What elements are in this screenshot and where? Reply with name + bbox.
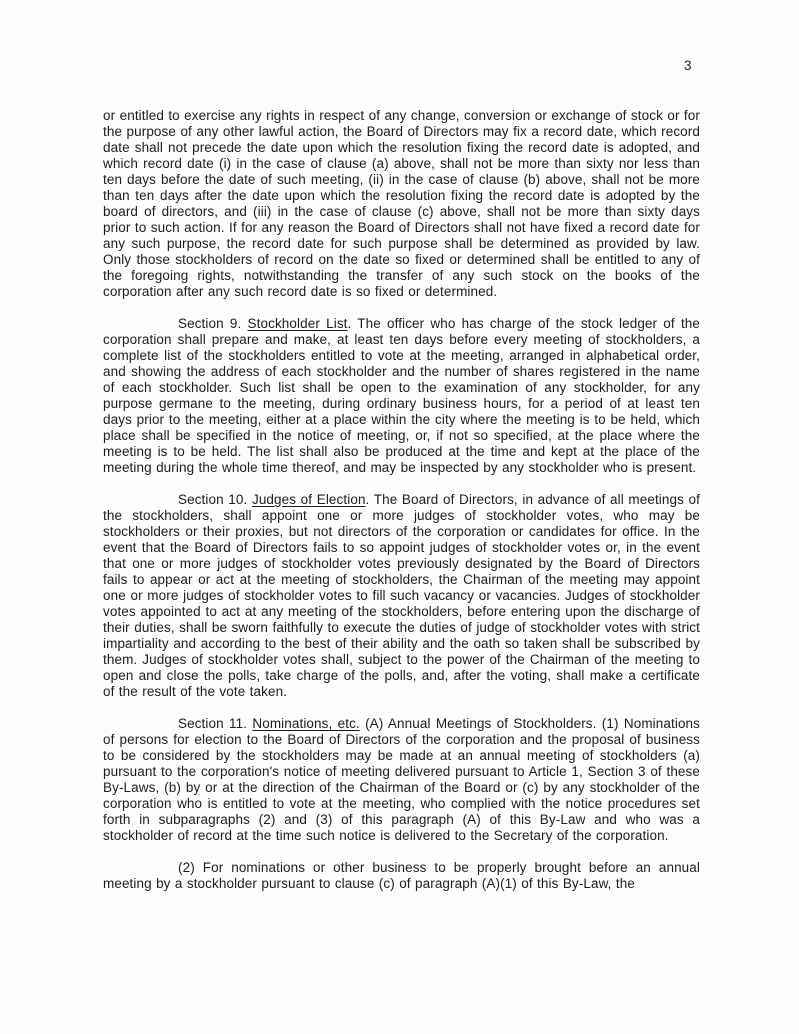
document-body <box>103 108 700 892</box>
paragraph <box>103 492 700 700</box>
paragraph-text: . The Board of Directors, in advance of all meetings of the stockholders, shall appoint one or more judges of stockholder votes, who may be stockholders or their proxies, but not directors of the corporation or candidates for office. In the event that the Board of Directors fails to so appoint judges of stockholder votes or, in the event that one or more judges of stockholder votes previously designated by the Board of Directors fails to appear or act at the meeting of stockholders, the Chairman of the meeting may appoint one or more judges of stockholder votes to fill such vacancy or vacancies. Judges of stockholder votes appointed to act at any meeting of the stockholders, before entering upon the discharge of their duties, shall be sworn faithfully to execute the duties of judge of stockholder votes with strict impartiality and according to the best of their ability and the oath so taken shall be subscribed by them. Judges of stockholder votes shall, subject to the power of the Chairman of the meeting to open and close the polls, take charge of the polls, and, after the voting, shall make a certificate of the result of the vote taken. <box>103 492 701 699</box>
section-heading-underlined: Nominations, etc. <box>252 716 360 731</box>
paragraph <box>103 316 700 476</box>
paragraph-text: Section 11. <box>178 716 253 731</box>
section-heading-underlined: Judges of Election <box>251 492 366 507</box>
paragraph <box>103 716 700 844</box>
paragraph <box>103 860 700 892</box>
page-number: 3 <box>684 58 692 73</box>
paragraph-text: (2) For nominations or other business to be properly brought before an annual meeting by a stockholder pursuant to clause (c) of paragraph (A)(1) of this By-Law, the <box>103 860 700 891</box>
paragraph-text: Section 10. <box>178 492 252 507</box>
paragraph <box>103 108 700 300</box>
paragraph-text: or entitled to exercise any rights in respect of any change, conversion or exchange of stock or for the purpose of any other lawful action, the Board of Directors may fix a record date, which record date shall not precede the date upon which the resolution fixing the record date is adopted, and which record date (i) in the case of clause (a) above, shall not be more than sixty nor less than ten days before the date of such meeting, (ii) in the case of clause (b) above, shall not be more than ten days after the date upon which the resolution fixing the record date is adopted by the board of directors, and (iii) in the case of clause (c) above, shall not be more than sixty days prior to such action. If for any reason the Board of Directors shall not have fixed a record date for any such purpose, the record date for such purpose shall be determined as provided by law. Only those stockholders of record on the date so fixed or determined shall be entitled to any of the foregoing rights, notwithstanding the transfer of any such stock on the books of the corporation after any such record date is so fixed or determined. <box>103 108 700 299</box>
paragraph-text: . The officer who has charge of the stock ledger of the corporation shall prepare and make, at least ten days before every meeting of stockholders, a complete list of the stockholders entitled to vote at the meeting, arranged in alphabetical order, and showing the address of each stockholder and the number of shares registered in the name of each stockholder. Such list shall be open to the examination of any stockholder, for any purpose germane to the meeting, during ordinary business hours, for a period of at least ten days prior to the meeting, either at a place within the city where the meeting is to be held, which place shall be specified in the notice of meeting, or, if not so specified, at the place where the meeting is to be held. The list shall also be produced at the time and kept at the place of the meeting during the whole time thereof, and may be inspected by any stockholder who is present. <box>103 316 701 475</box>
section-heading-underlined: Stockholder List <box>247 316 348 331</box>
paragraph-text: Section 9. <box>178 316 248 331</box>
paragraph-text: (A) Annual Meetings of Stockholders. (1) Nominations of persons for election to the Board of Directors of the corporation and the proposal of business to be considered by the stockholders may be made at an annual meeting of stockholders (a) pursuant to the corporation's notice of meeting delivered pursuant to Article 1, Section 3 of these By-Laws, (b) by or at the direction of the Chairman of the Board or (c) by any stockholder of the corporation who is entitled to vote at the meeting, who complied with the notice procedures set forth in subparagraphs (2) and (3) of this paragraph (A) of this By-Law and who was a stockholder of record at the time such notice is delivered to the Secretary of the corporation. <box>103 716 701 843</box>
